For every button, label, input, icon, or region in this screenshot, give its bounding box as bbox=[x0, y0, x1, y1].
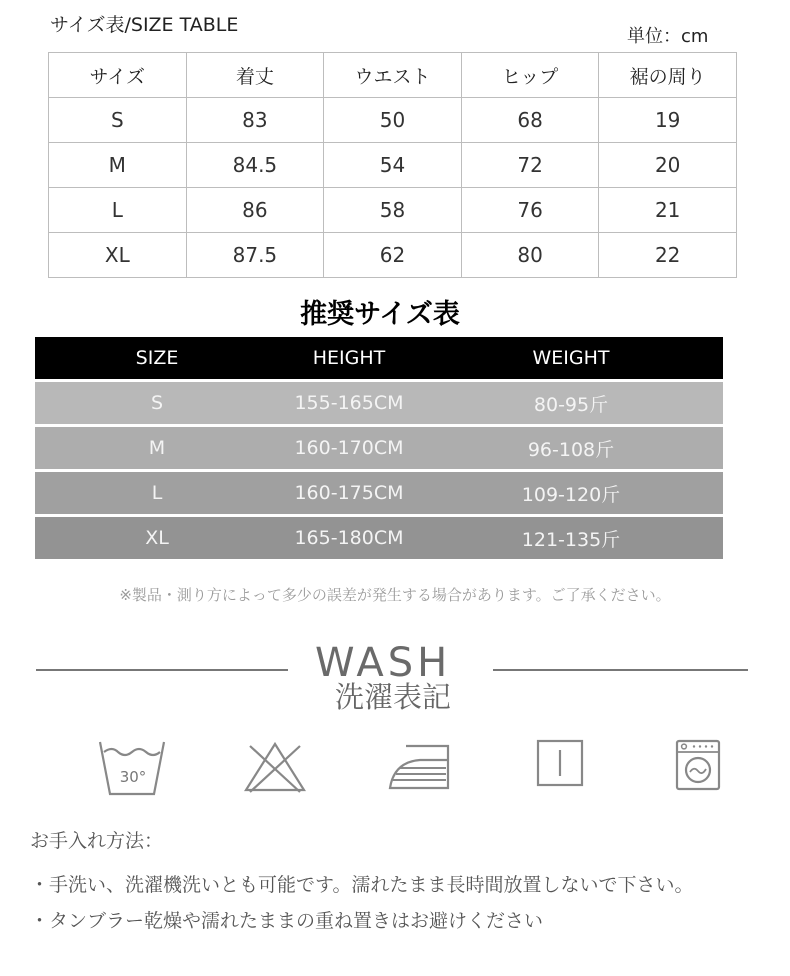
table-cell: 155-165CM bbox=[294, 392, 404, 414]
table-cell: 19 bbox=[599, 98, 737, 143]
table-cell: XL bbox=[145, 527, 169, 549]
header-weight: WEIGHT bbox=[532, 347, 610, 369]
table-row bbox=[35, 382, 723, 424]
table-cell: 87.5 bbox=[186, 233, 324, 278]
header-hem: 裾の周り bbox=[599, 53, 737, 98]
table-cell: 165-180CM bbox=[294, 527, 404, 549]
recommend-title: 推奨サイズ表 bbox=[300, 299, 460, 330]
table-row bbox=[49, 98, 737, 143]
wash-30-icon bbox=[96, 738, 168, 804]
table-cell: 68 bbox=[461, 98, 599, 143]
table-cell: 83 bbox=[186, 98, 324, 143]
table-cell: 160-175CM bbox=[294, 482, 404, 504]
table-cell: 58 bbox=[324, 188, 462, 233]
care-heading: お手入れ方法： bbox=[30, 830, 164, 852]
table-cell: 20 bbox=[599, 143, 737, 188]
disclaimer-note: ※製品・測り方によって多少の誤差が発生する場合があります。ご了承ください。 bbox=[119, 586, 671, 604]
table-cell: 109-120斤 bbox=[521, 483, 621, 506]
table-cell: 80-95斤 bbox=[533, 393, 609, 416]
table-cell: 22 bbox=[599, 233, 737, 278]
table-cell: 76 bbox=[461, 188, 599, 233]
recommend-table bbox=[35, 337, 723, 562]
header-waist: ウエスト bbox=[324, 53, 462, 98]
table-row bbox=[49, 188, 737, 233]
table-header-row bbox=[49, 53, 737, 98]
care-line: ・手洗い、洗濯機洗いとも可能です。濡れたまま長時間放置しないで下さい。 bbox=[30, 874, 694, 896]
size-table bbox=[48, 52, 737, 278]
header-size: SIZE bbox=[135, 347, 179, 369]
no-bleach-icon bbox=[242, 738, 308, 800]
divider-right bbox=[493, 669, 748, 671]
table-cell: 84.5 bbox=[186, 143, 324, 188]
table-cell: M bbox=[148, 437, 166, 459]
table-cell: 62 bbox=[324, 233, 462, 278]
wash-temp-label: 30° bbox=[119, 768, 147, 786]
care-line: ・タンブラー乾燥や濡れたままの重ね置きはお避けください bbox=[30, 910, 544, 932]
iron-icon bbox=[386, 738, 458, 800]
table-row bbox=[35, 517, 723, 559]
table-cell: 121-135斤 bbox=[521, 528, 621, 551]
header-size: サイズ bbox=[49, 53, 187, 98]
table-cell: M bbox=[49, 143, 187, 188]
wash-title-jp: 洗濯表記 bbox=[335, 680, 452, 714]
table-row bbox=[49, 143, 737, 188]
table-cell: 96-108斤 bbox=[527, 438, 615, 461]
table-row bbox=[35, 427, 723, 469]
divider-left bbox=[36, 669, 288, 671]
table-cell: 72 bbox=[461, 143, 599, 188]
table-cell: L bbox=[49, 188, 187, 233]
table-cell: 54 bbox=[324, 143, 462, 188]
table-row bbox=[35, 472, 723, 514]
size-table-title: サイズ表/SIZE TABLE bbox=[50, 14, 239, 36]
table-row bbox=[49, 233, 737, 278]
header-height: HEIGHT bbox=[312, 347, 386, 369]
header-hip: ヒップ bbox=[461, 53, 599, 98]
table-cell: S bbox=[49, 98, 187, 143]
table-cell: L bbox=[151, 482, 163, 504]
line-dry-icon bbox=[535, 738, 585, 792]
table-cell: 21 bbox=[599, 188, 737, 233]
table-cell: 80 bbox=[461, 233, 599, 278]
table-cell: XL bbox=[49, 233, 187, 278]
table-cell: 50 bbox=[324, 98, 462, 143]
wash-title-en: WASH bbox=[315, 640, 452, 678]
unit-label: 単位：cm bbox=[627, 26, 709, 47]
table-cell: 86 bbox=[186, 188, 324, 233]
washing-machine-icon bbox=[674, 738, 722, 796]
table-cell: 160-170CM bbox=[294, 437, 404, 459]
recommend-header-row bbox=[35, 337, 723, 379]
table-cell: S bbox=[150, 392, 164, 414]
header-length: 着丈 bbox=[186, 53, 324, 98]
